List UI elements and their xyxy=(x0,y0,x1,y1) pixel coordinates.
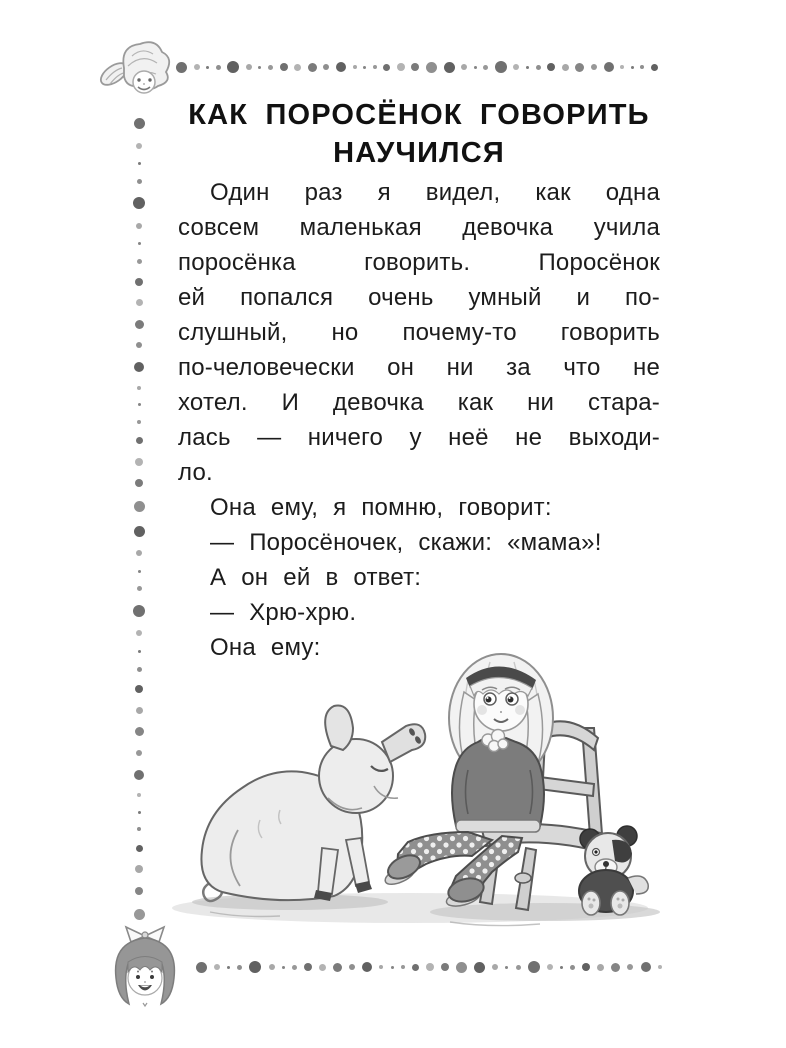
story-line: Она ему, я помню, говорит: xyxy=(210,494,552,521)
story-line: А он ей в ответ: xyxy=(210,564,422,591)
story-line: слушный, но почему-то говорить xyxy=(178,319,660,346)
story-line: Один раз я видел, как одна xyxy=(210,179,660,206)
story-title-line-1: КАК ПОРОСЁНОК ГОВОРИТЬ xyxy=(188,99,650,131)
story-line: ей попался очень умный и по- xyxy=(178,284,660,311)
story-line: лась — ничего у неё не выходи- xyxy=(178,424,660,451)
left-dotted-border xyxy=(128,118,150,920)
teddy-bear-figure xyxy=(579,826,648,915)
story-line: по-человечески он ни за что не xyxy=(178,354,660,381)
story-line: совсем маленькая девочка учила xyxy=(178,214,660,241)
story-illustration xyxy=(150,640,670,940)
story-line: хотел. И девочка как ни стара- xyxy=(178,389,660,416)
story-text xyxy=(178,175,660,665)
story-title xyxy=(178,96,660,172)
text-column xyxy=(178,96,660,665)
story-line: поросёнка говорить. Поросёнок xyxy=(178,249,660,276)
story-line: — Хрю-хрю. xyxy=(210,599,357,626)
bottom-dotted-border xyxy=(196,959,662,975)
top-dotted-border xyxy=(176,59,658,75)
story-title-line-2: НАУЧИЛСЯ xyxy=(333,137,505,169)
story-line: Она ему: xyxy=(210,634,321,661)
story-line: — Поросёночек, скажи: «мама»! xyxy=(210,529,602,556)
story-line: ло. xyxy=(178,459,213,486)
